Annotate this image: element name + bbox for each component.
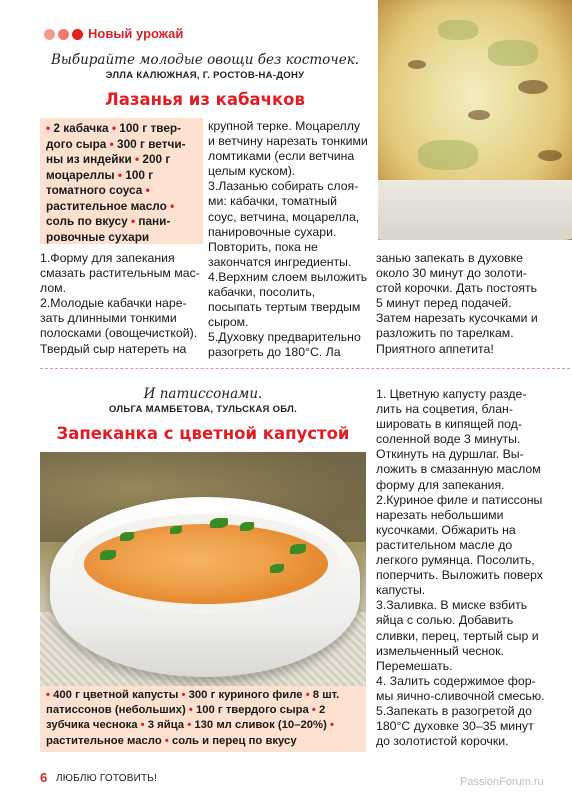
recipe1-ingredient: 100 г томатного соуса [46, 167, 154, 197]
recipe2-ingredient: растительное масло [46, 734, 162, 747]
recipe1-ingredients [40, 118, 203, 244]
recipe1-intro: Выбирайте молодые овощи без косточек. [50, 52, 360, 68]
recipe2-ingredient: 300 г куриного филе [188, 689, 303, 701]
casserole-photo [40, 452, 366, 688]
recipe1-ingredient: 2 кабачка [53, 121, 109, 135]
bullet: • [330, 719, 334, 732]
recipe1-ingredient: 100 г твердого сыра [46, 121, 182, 151]
bullet: • [311, 704, 320, 717]
bullet: • [46, 121, 54, 135]
recipe2-ingredients [40, 686, 366, 752]
magazine-name: ЛЮБЛЮ ГОТОВИТЬ! [56, 773, 158, 784]
recipe2-ingredient: 3 яйца [147, 719, 185, 732]
recipe2-intro: И патиссонами. [143, 386, 263, 402]
bullet: • [187, 719, 195, 732]
recipe2-author: ОЛЬГА МАМБЕТОВА, ТУЛЬСКАЯ ОБЛ. [108, 404, 298, 415]
recipe1-col1-text: 1.Форму для запекания смазать растительным маслом. 2.Молодые кабачки нарезать длинными тонкими полосками (овощечисткой). Твердый сыр натереть на [40, 251, 200, 356]
recipe1-ingredient: панировочные сухари [46, 214, 171, 244]
recipe1-ingredient: 200 г моцареллы [46, 152, 171, 182]
recipe1-steps-col2 [208, 119, 368, 361]
page-number: 6 [40, 770, 48, 785]
recipe2-ingredient: 130 мл сливок (10–20%) [194, 719, 327, 732]
recipe2-ingredient: 400 г цветной капусты [53, 689, 179, 701]
bullet: • [46, 689, 54, 701]
dot-light [44, 29, 55, 40]
dot-mid [58, 29, 69, 40]
bullet: • [170, 198, 175, 213]
watermark: PassionForum.ru [460, 776, 544, 788]
bullet: • [145, 183, 150, 197]
bullet: • [140, 719, 148, 732]
section-title: Новый урожай [88, 26, 184, 41]
recipe1-steps-col1 [40, 251, 203, 357]
recipe2-steps [376, 387, 548, 749]
bullet: • [117, 167, 126, 182]
lasagna-photo [378, 0, 572, 240]
bullet: • [135, 152, 143, 166]
bullet: • [109, 136, 118, 151]
bullet: • [181, 689, 189, 701]
recipe1-ingredient: соль по вкусу [46, 214, 128, 228]
bullet: • [164, 734, 172, 747]
recipe1-col2-text: крупной терке. Моцареллу и ветчину нарезать тонкими ломтиками (если ветчина целым куском). 3.Лазанью собирать слоями: кабачки, томатный соус, ветчина, моцарелла, панировочные сухари. Повторить, пока не закончатся ингредиенты. 4.Верхним слоем выложить кабачки, посолить, посыпать тертым твердым сыром. 5.Духовку предварительно разогреть до 180°С. Ла [208, 119, 368, 360]
recipe1-title: Лазанья из кабачков [105, 90, 305, 109]
recipe2-ingredient: соль и перец по вкусу [171, 734, 297, 747]
dot-dark [72, 29, 83, 40]
bullet: • [305, 689, 313, 701]
recipe2-ingredient: 8 шт. патиссонов (небольших) [46, 689, 340, 717]
recipe2-title: Запеканка с цветной капустой [56, 424, 350, 443]
bullet: • [188, 704, 196, 717]
recipe2-ingredient: 100 г твердого сыра [195, 704, 309, 717]
section-dots [44, 29, 83, 40]
section-divider [40, 368, 572, 369]
bullet: • [111, 121, 120, 135]
recipe1-ingredient: 300 г ветчины из индейки [46, 136, 186, 166]
recipe2-ingredient: 2 зубчика чеснока [46, 704, 326, 732]
recipe1-ingredient: растительное масло [46, 198, 167, 213]
recipe1-author: ЭЛЛА КАЛЮЖНАЯ, Г. РОСТОВ-НА-ДОНУ [105, 70, 305, 81]
recipe1-steps-col3 [376, 251, 546, 357]
recipe1-col3-text: занью запекать в духовке около 30 минут до золотистой корочки. Дать постоять 5 минут перед подачей. Затем нарезать кусочками и разложить по тарелкам. Приятного аппетита! [376, 251, 538, 356]
recipe2-steps-text: 1. Цветную капусту разделить на соцветия, бланшировать в кипящей подсоленной воде 3 минуты. Откинуть на дуршлаг. Выложить в смазанную маслом форму для запекания. 2.Куриное филе и патиссоны нарезать небольшими кусочками. Обжарить на растительном масле до легкого румянца. Посолить, поперчить. Выложить поверх капусты. 3.Заливка. В миске взбить яйца с солью. Добавить сливки, перец, тертый сыр и измельченный чеснок. Перемешать. 4. Залить содержимое формы яично-сливочной смесью. 5.Запекать в разогретой до 180°С духовке 30–35 минут до золотистой корочки. [376, 387, 545, 749]
bullet: • [130, 214, 139, 228]
